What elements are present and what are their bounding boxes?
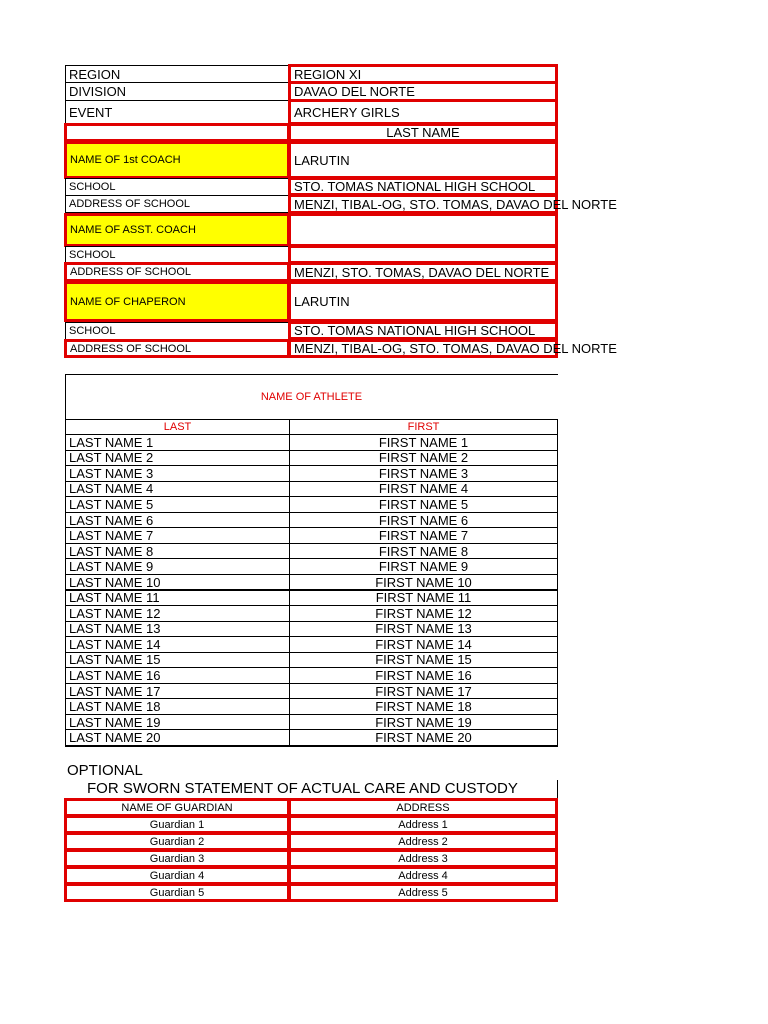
athlete-last-name-cell: LAST NAME 8 xyxy=(65,543,290,560)
asst-coach-value xyxy=(288,213,558,247)
athlete-table-title: NAME OF ATHLETE xyxy=(260,390,363,403)
asst-coach-address-value: MENZI, STO. TOMAS, DAVAO DEL NORTE xyxy=(288,262,558,282)
athlete-first-name-cell: FIRST NAME 19 xyxy=(289,714,558,731)
athlete-last-name-cell: LAST NAME 20 xyxy=(65,729,290,746)
guardian-name-cell: Guardian 1 xyxy=(64,815,290,834)
first-coach-school-label: SCHOOL xyxy=(65,178,290,196)
guardian-address-cell: Address 4 xyxy=(288,866,558,885)
chaperon-value: LARUTIN xyxy=(288,281,558,322)
athlete-last-name-cell: LAST NAME 14 xyxy=(65,636,290,653)
guardian-name-cell: Guardian 2 xyxy=(64,832,290,851)
guardian-name-cell: Guardian 5 xyxy=(64,883,290,902)
athlete-first-name-cell: FIRST NAME 15 xyxy=(289,652,558,669)
athlete-last-name-cell: LAST NAME 13 xyxy=(65,621,290,638)
guardian-name-cell: Guardian 4 xyxy=(64,866,290,885)
athlete-last-name-cell: LAST NAME 9 xyxy=(65,558,290,575)
athlete-last-name-cell: LAST NAME 12 xyxy=(65,605,290,622)
last-name-heading: LAST NAME xyxy=(288,123,558,142)
athlete-first-name-cell: FIRST NAME 12 xyxy=(289,605,558,622)
athlete-first-name-cell: FIRST NAME 1 xyxy=(289,434,558,451)
athlete-last-name-cell: LAST NAME 16 xyxy=(65,667,290,684)
asst-coach-school-label: SCHOOL xyxy=(65,246,290,264)
athlete-first-name-cell: FIRST NAME 5 xyxy=(289,496,558,513)
athlete-first-name-cell: FIRST NAME 8 xyxy=(289,543,558,560)
athlete-first-name-cell: FIRST NAME 6 xyxy=(289,512,558,529)
athlete-first-name-cell: FIRST NAME 20 xyxy=(289,729,558,746)
guardian-address-cell: Address 2 xyxy=(288,832,558,851)
optional-subtitle: FOR SWORN STATEMENT OF ACTUAL CARE AND CUSTODY xyxy=(87,780,518,797)
guardian-address-cell: Address 3 xyxy=(288,849,558,868)
chaperon-label: NAME OF CHAPERON xyxy=(64,281,290,322)
athlete-first-name-cell: FIRST NAME 13 xyxy=(289,621,558,638)
region-value: REGION XI xyxy=(288,64,558,84)
athlete-col-last-header: LAST xyxy=(65,419,290,435)
athlete-last-name-cell: LAST NAME 18 xyxy=(65,698,290,715)
athlete-last-name-cell: LAST NAME 11 xyxy=(65,590,290,607)
chaperon-school-label: SCHOOL xyxy=(65,322,290,340)
blank-label-cell xyxy=(64,123,290,142)
event-label: EVENT xyxy=(65,100,290,124)
athlete-last-name-cell: LAST NAME 10 xyxy=(65,574,290,591)
first-coach-label: NAME OF 1st COACH xyxy=(64,141,290,179)
athlete-last-name-cell: LAST NAME 7 xyxy=(65,527,290,544)
athlete-first-name-cell: FIRST NAME 3 xyxy=(289,465,558,482)
division-label: DIVISION xyxy=(65,82,290,101)
athlete-last-name-cell: LAST NAME 1 xyxy=(65,434,290,451)
athlete-first-name-cell: FIRST NAME 14 xyxy=(289,636,558,653)
athlete-first-name-cell: FIRST NAME 2 xyxy=(289,450,558,467)
athlete-last-name-cell: LAST NAME 4 xyxy=(65,481,290,498)
athlete-last-name-cell: LAST NAME 17 xyxy=(65,683,290,700)
chaperon-school-value: STO. TOMAS NATIONAL HIGH SCHOOL xyxy=(288,321,558,340)
athlete-last-name-cell: LAST NAME 15 xyxy=(65,652,290,669)
athlete-last-name-cell: LAST NAME 19 xyxy=(65,714,290,731)
guardian-address-cell: Address 5 xyxy=(288,883,558,902)
chaperon-address-value: MENZI, TIBAL-OG, STO. TOMAS, DAVAO DEL NORTE xyxy=(288,339,558,358)
address-col-header: ADDRESS xyxy=(288,798,558,817)
guardian-address-cell: Address 1 xyxy=(288,815,558,834)
athlete-first-name-cell: FIRST NAME 18 xyxy=(289,698,558,715)
first-coach-address-value: MENZI, TIBAL-OG, STO. TOMAS, DAVAO DEL NORTE xyxy=(288,194,558,214)
first-coach-value: LARUTIN xyxy=(288,141,558,179)
optional-right-edge xyxy=(557,780,558,799)
guardian-col-header: NAME OF GUARDIAN xyxy=(64,798,290,817)
guardian-name-cell: Guardian 3 xyxy=(64,849,290,868)
athlete-first-name-cell: FIRST NAME 9 xyxy=(289,558,558,575)
athlete-first-name-cell: FIRST NAME 16 xyxy=(289,667,558,684)
athlete-first-name-cell: FIRST NAME 4 xyxy=(289,481,558,498)
asst-coach-label: NAME OF ASST. COACH xyxy=(64,213,290,247)
asst-coach-address-label: ADDRESS OF SCHOOL xyxy=(64,262,290,282)
event-value: ARCHERY GIRLS xyxy=(288,99,558,125)
athlete-last-name-cell: LAST NAME 5 xyxy=(65,496,290,513)
athlete-first-name-cell: FIRST NAME 7 xyxy=(289,527,558,544)
athlete-first-name-cell: FIRST NAME 11 xyxy=(289,590,558,607)
first-coach-address-label: ADDRESS OF SCHOOL xyxy=(65,195,290,213)
chaperon-address-label: ADDRESS OF SCHOOL xyxy=(64,339,290,358)
athlete-first-name-cell: FIRST NAME 10 xyxy=(289,574,558,591)
optional-title: OPTIONAL xyxy=(67,762,143,779)
first-coach-school-value: STO. TOMAS NATIONAL HIGH SCHOOL xyxy=(288,177,558,196)
athlete-last-name-cell: LAST NAME 2 xyxy=(65,450,290,467)
region-label: REGION xyxy=(65,65,290,83)
athlete-last-name-cell: LAST NAME 6 xyxy=(65,512,290,529)
athlete-col-first-header: FIRST xyxy=(289,419,558,435)
division-value: DAVAO DEL NORTE xyxy=(288,81,558,102)
athlete-last-name-cell: LAST NAME 3 xyxy=(65,465,290,482)
athlete-first-name-cell: FIRST NAME 17 xyxy=(289,683,558,700)
